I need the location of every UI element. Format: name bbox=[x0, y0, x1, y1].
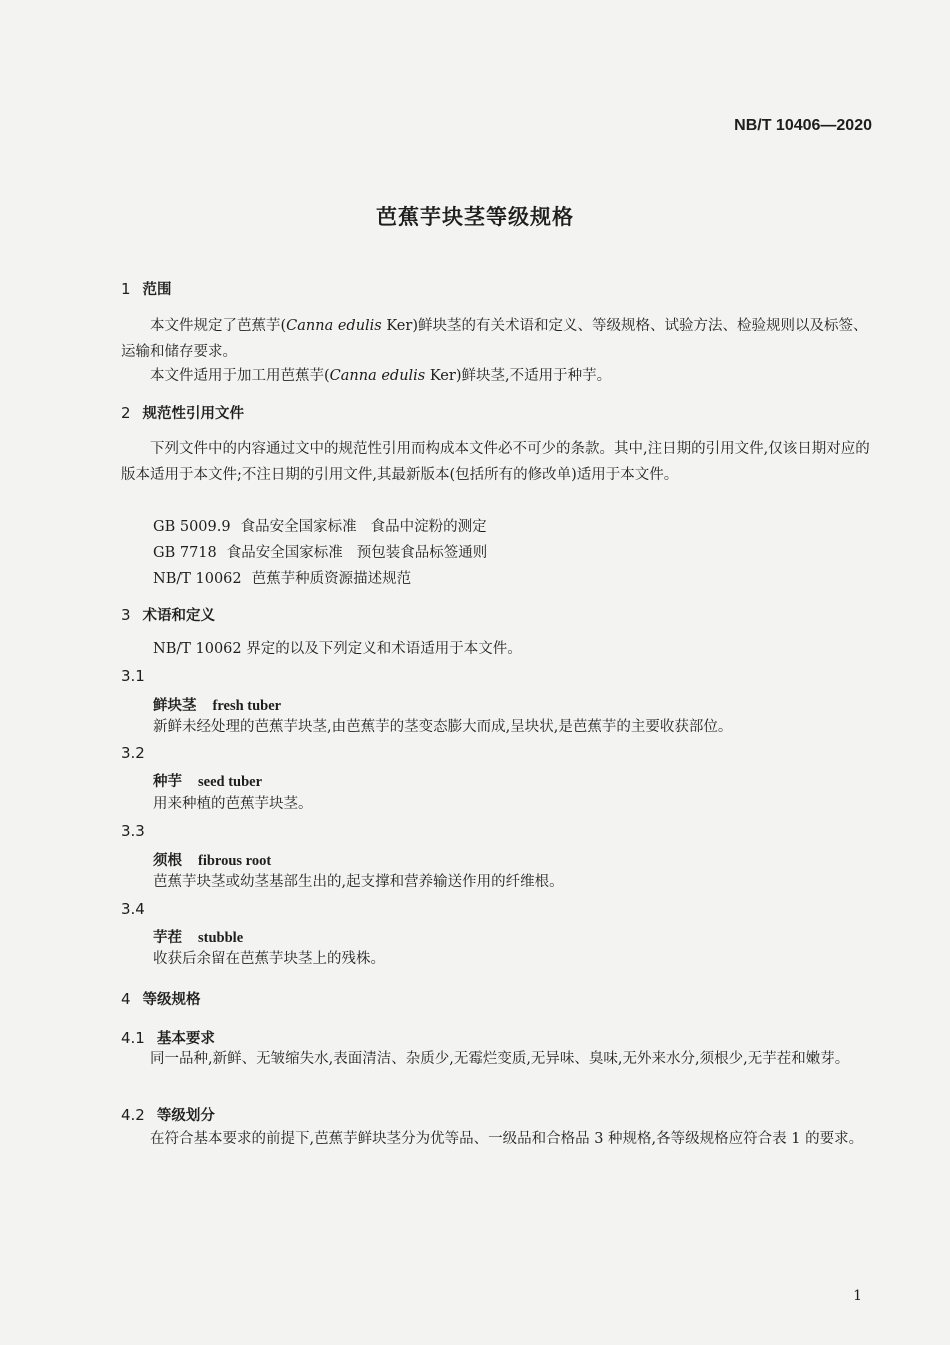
term-english: fresh tuber bbox=[212, 698, 282, 714]
basic-requirements-text: 同一品种,新鲜、无皱缩失水,表面清洁、杂质少,无霉烂变质,无异味、臭味,无外来水分,须根少,无芋茬和嫩芽。 bbox=[150, 1051, 850, 1067]
term-number: 3.3 bbox=[121, 822, 145, 840]
document-code: NB/T 10406—2020 bbox=[734, 117, 872, 134]
term-number: 3.2 bbox=[121, 744, 145, 762]
term-number: 3.4 bbox=[121, 900, 145, 918]
reference-subtitle: 食品中淀粉的测定 bbox=[370, 519, 487, 535]
term-heading bbox=[153, 770, 262, 791]
term-definition: 收获后余留在芭蕉芋块茎上的残株。 bbox=[153, 951, 385, 967]
term-number: 3.1 bbox=[121, 667, 145, 685]
subsection-4-1-heading bbox=[121, 1027, 215, 1048]
section-1-heading bbox=[121, 278, 172, 299]
reference-title: 食品安全国家标准 bbox=[240, 519, 357, 535]
subsection-number: 4.2 bbox=[121, 1106, 145, 1124]
term-english: fibrous root bbox=[198, 853, 272, 869]
scope-paragraph-1: 本文件规定了芭蕉芋(Canna edulis Ker)鲜块茎的有关术语和定义、等级规格、试验方法、检验规则以及标签、运输和储存要求。 bbox=[121, 318, 868, 360]
reference-code: GB 7718 bbox=[153, 545, 217, 561]
subsection-title: 等级划分 bbox=[156, 1108, 215, 1124]
grade-division-text: 在符合基本要求的前提下,芭蕉芋鲜块茎分为优等品、一级品和合格品 3 种规格,各等级规格应符合表 1 的要求。 bbox=[150, 1131, 864, 1147]
term-heading bbox=[153, 694, 281, 715]
reference-title: 食品安全国家标准 bbox=[226, 545, 343, 561]
terms-intro: NB/T 10062 界定的以及下列定义和术语适用于本文件。 bbox=[153, 641, 522, 657]
term-chinese: 鲜块茎 bbox=[153, 698, 197, 714]
section-number: 2 bbox=[121, 404, 131, 422]
section-title: 规范性引用文件 bbox=[142, 406, 245, 422]
subsection-4-2-heading bbox=[121, 1104, 215, 1125]
term-heading bbox=[153, 849, 271, 870]
reference-item bbox=[153, 515, 487, 536]
subsection-number: 4.1 bbox=[121, 1029, 145, 1047]
document-title: 芭蕉芋块茎等级规格 bbox=[376, 205, 574, 229]
reference-item bbox=[153, 567, 425, 588]
term-definition: 芭蕉芋块茎或幼茎基部生出的,起支撑和营养输送作用的纤维根。 bbox=[153, 874, 564, 890]
reference-code: GB 5009.9 bbox=[153, 519, 231, 535]
term-definition: 用来种植的芭蕉芋块茎。 bbox=[153, 796, 313, 812]
reference-item bbox=[153, 541, 487, 562]
term-english: stubble bbox=[198, 930, 244, 946]
term-chinese: 须根 bbox=[153, 853, 182, 869]
term-chinese: 芋茬 bbox=[153, 930, 182, 946]
page-number: 1 bbox=[853, 1288, 862, 1304]
term-heading bbox=[153, 926, 243, 947]
section-number: 3 bbox=[121, 606, 131, 624]
section-number: 1 bbox=[121, 280, 131, 298]
section-2-heading bbox=[121, 402, 244, 423]
reference-title: 芭蕉芋种质资源描述规范 bbox=[251, 571, 412, 587]
reference-subtitle: 预包装食品标签通则 bbox=[356, 545, 488, 561]
section-number: 4 bbox=[121, 990, 131, 1008]
section-title: 范围 bbox=[142, 282, 172, 298]
section-title: 术语和定义 bbox=[142, 608, 216, 624]
section-title: 等级规格 bbox=[142, 992, 201, 1008]
normative-references-intro: 下列文件中的内容通过文中的规范性引用而构成本文件必不可少的条款。其中,注日期的引用文件,仅该日期对应的版本适用于本文件;不注日期的引用文件,其最新版本(包括所有的修改单)适用于本文件。 bbox=[121, 441, 870, 483]
latin-name: Canna edulis bbox=[286, 318, 382, 334]
reference-code: NB/T 10062 bbox=[153, 571, 242, 587]
subsection-title: 基本要求 bbox=[156, 1031, 215, 1047]
latin-name: Canna edulis bbox=[329, 368, 426, 384]
term-english: seed tuber bbox=[198, 774, 263, 790]
section-3-heading bbox=[121, 604, 215, 625]
section-4-heading bbox=[121, 988, 201, 1009]
scope-paragraph-2: 本文件适用于加工用芭蕉芋(Canna edulis Ker)鲜块茎,不适用于种芋。 bbox=[150, 368, 612, 384]
term-chinese: 种芋 bbox=[153, 774, 182, 790]
term-definition: 新鲜未经处理的芭蕉芋块茎,由芭蕉芋的茎变态膨大而成,呈块状,是芭蕉芋的主要收获部位。 bbox=[153, 719, 733, 735]
